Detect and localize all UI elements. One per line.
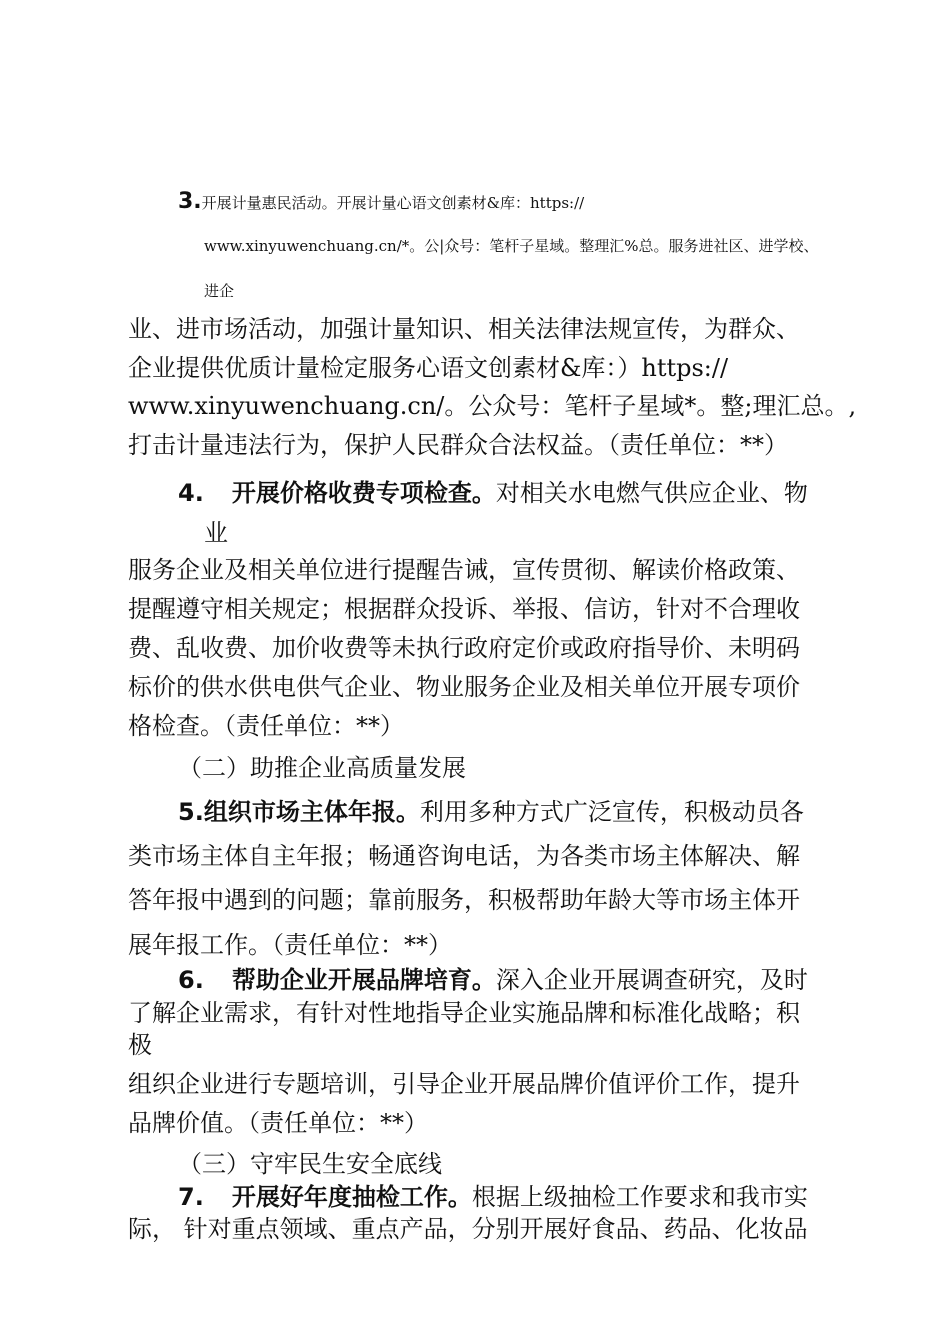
- item7-line2: 际， 针对重点领域、重点产品，分别开展好食品、药品、化妆品: [128, 1215, 808, 1243]
- item4-number: 4.: [178, 479, 204, 507]
- section-heading-3: （三）守牢民生安全底线: [178, 1150, 442, 1178]
- item3-line4: 业、进市场活动，加强计量知识、相关法律法规宣传，为群众、: [128, 315, 800, 343]
- item3-text: 开展计量惠民活动。开展计量心语文创素材&库：https://: [201, 194, 585, 212]
- item4-line2: 业: [204, 519, 228, 547]
- item4-line4: 提醒遵守相关规定；根据群众投诉、举报、信访，针对不合理收: [128, 595, 800, 623]
- item5-text: 利用多种方式广泛宣传，积极动员各: [419, 798, 804, 826]
- item3-line3: 进企: [204, 282, 235, 300]
- item4-line6: 标价的供水供电供气企业、物业服务企业及相关单位开展专项价: [128, 673, 800, 701]
- item3-line7: 打击计量违法行为，保护人民群众合法权益。（责任单位：**）: [128, 431, 788, 459]
- item5-line3: 答年报中遇到的问题；靠前服务，积极帮助年龄大等市场主体开: [128, 886, 800, 914]
- item6-number: 6.: [178, 966, 204, 994]
- item6-title: 帮助企业开展品牌培育。: [231, 966, 496, 994]
- item4-title: 开展价格收费专项检查。: [231, 479, 496, 507]
- item4-line1: [178, 478, 808, 508]
- item3-number: 3.: [178, 189, 202, 214]
- item3-line5: 企业提供优质计量检定服务心语文创素材&库：）https://: [128, 354, 729, 382]
- item6-line3: 极: [128, 1031, 152, 1059]
- item6-line1: [178, 965, 808, 995]
- item5-line2: 类市场主体自主年报；畅通咨询电话，为各类市场主体解决、解: [128, 842, 800, 870]
- item4-line3: 服务企业及相关单位进行提醒告诫，宣传贯彻、解读价格政策、: [128, 556, 800, 584]
- item4-line7: 格检查。（责任单位：**）: [128, 712, 404, 740]
- item7-title: 开展好年度抽检工作。: [231, 1183, 472, 1211]
- item4-line5: 费、乱收费、加价收费等未执行政府定价或政府指导价、未明码: [128, 634, 800, 662]
- item7-line1: [178, 1182, 808, 1212]
- item7-text: 根据上级抽检工作要求和我市实: [471, 1183, 808, 1211]
- item5-title: 5.组织市场主体年报。: [178, 798, 420, 826]
- item6-line2: 了解企业需求，有针对性地指导企业实施品牌和标准化战略；积: [128, 999, 800, 1027]
- item5-line4: 展年报工作。（责任单位：**）: [128, 931, 452, 959]
- item3-line1: [178, 185, 584, 217]
- section-heading-2: （二）助推企业高质量发展: [178, 754, 466, 782]
- item5-line1: [178, 797, 804, 827]
- item4-text: 对相关水电燃气供应企业、物: [495, 479, 808, 507]
- item3-line6: www.xinyuwenchuang.cn/。公众号：笔杆子星域*。整;理汇总。,: [128, 392, 857, 420]
- item3-line2: www.xinyuwenchuang.cn/*。公|众号：笔杆子星域。整理汇%总。服务进社区、进学校、: [204, 237, 819, 255]
- item6-line5: 品牌价值。（责任单位：**）: [128, 1109, 428, 1137]
- item6-line4: 组织企业进行专题培训，引导企业开展品牌价值评价工作，提升: [128, 1070, 800, 1098]
- item6-text: 深入企业开展调查研究，及时: [495, 966, 808, 994]
- item7-number: 7.: [178, 1183, 204, 1211]
